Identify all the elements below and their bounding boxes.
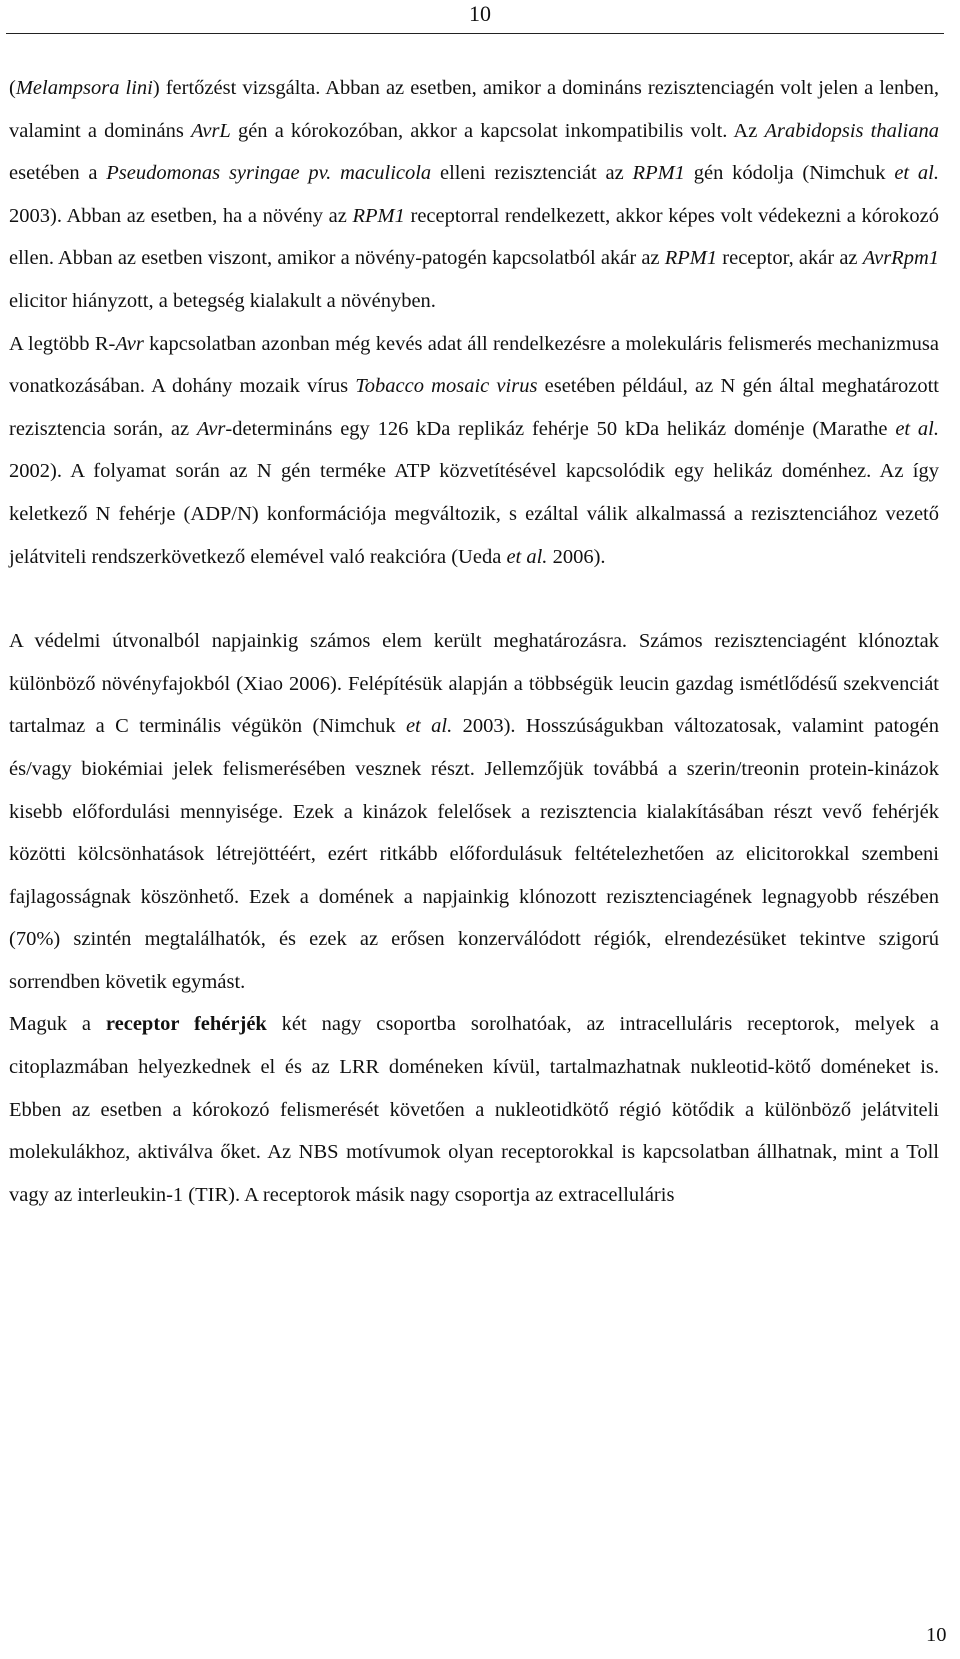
- paragraph-2: A legtöbb R-Avr kapcsolatban azonban még kevés adat áll rendelkezésre a molekuláris felismerés mechanizmusa vonatkozásában. A dohány mozaik vírus Tobacco mosaic virus esetében például, az N gén által meghatározott rezisztencia során, az Avr-determináns egy 126 kDa replikáz fehérje 50 kDa helikáz doménje (Marathe et al. 2002). A folyamat során az N gén terméke ATP közvetítésével kapcsolódik egy helikáz doménhez. Az így keletkező N fehérje (ADP/N) konformációja megváltozik, s ezáltal válik alkalmassá a rezisztenciához vezető jelátviteli rendszerkövetkező elemével való reakcióra (Ueda et al. 2006).: [9, 332, 939, 568]
- page-number-bottom: 10: [926, 1624, 947, 1646]
- page-number-top: 10: [469, 1, 491, 26]
- header-divider: [6, 33, 944, 34]
- paragraph-3: A védelmi útvonalból napjainkig számos elem került meghatározásra. Számos rezisztenciagént klónoztak különböző növényfajokból (Xiao 2006). Felépítésük alapján a többségük leucin gazdag ismétlődésű szekvenciát tartalmaz a C terminális végükön (Nimchuk et al. 2003). Hosszúságukban változatosak, valamint patogén és/vagy biokémiai jelek felismerésében vesznek részt. Jellemzőjük továbbá a szerin/treonin protein-kinázok kisebb előfordulási mennyisége. Ezek a kinázok felelősek a rezisztencia kialakításában részt vevő fehérjék közötti kölcsönhatások létrejöttéért, ezért ritkább előfordulásuk feltételezhetően az elicitorokkal szembeni fajlagosságnak köszönhető. Ezek a domének a napjainkig klónozott rezisztenciagének legnagyobb részében (70%) szintén megtalálhatók, és ezek az erősen konzerválódott régiók, elrendezésüket tekintve szigorú sorrendben követik egymást.: [9, 630, 939, 993]
- body-text: [9, 67, 939, 1216]
- paragraph-4: Maguk a receptor fehérjék két nagy csoportba sorolhatóak, az intracelluláris receptorok, melyek a citoplazmában helyezkednek el és az LRR doméneken kívül, tartalmazhatnak nukleotid-kötő doméneket is. Ebben az esetben a kórokozó felismerését követően a nukleotidkötő régió kötődik a különböző jelátviteli molekulákhoz, aktiválva őket. Az NBS motívumok olyan receptorokkal is kapcsolatban állhatnak, mint a Toll vagy az interleukin-1 (TIR). A receptorok másik nagy csoportja az extracelluláris: [9, 1013, 939, 1206]
- paragraph-1: (Melampsora lini) fertőzést vizsgálta. Abban az esetben, amikor a domináns rezisztenciagén volt jelen a lenben, valamint a domináns AvrL gén a kórokozóban, akkor a kapcsolat inkompatibilis volt. Az Arabidopsis thaliana esetében a Pseudomonas syringae pv. maculicola elleni rezisztenciát az RPM1 gén kódolja (Nimchuk et al. 2003). Abban az esetben, ha a növény az RPM1 receptorral rendelkezett, akkor képes volt védekezni a kórokozó ellen. Abban az esetben viszont, amikor a növény-patogén kapcsolatból akár az RPM1 receptor, akár az AvrRpm1 elicitor hiányzott, a betegség kialakult a növényben.: [9, 77, 940, 312]
